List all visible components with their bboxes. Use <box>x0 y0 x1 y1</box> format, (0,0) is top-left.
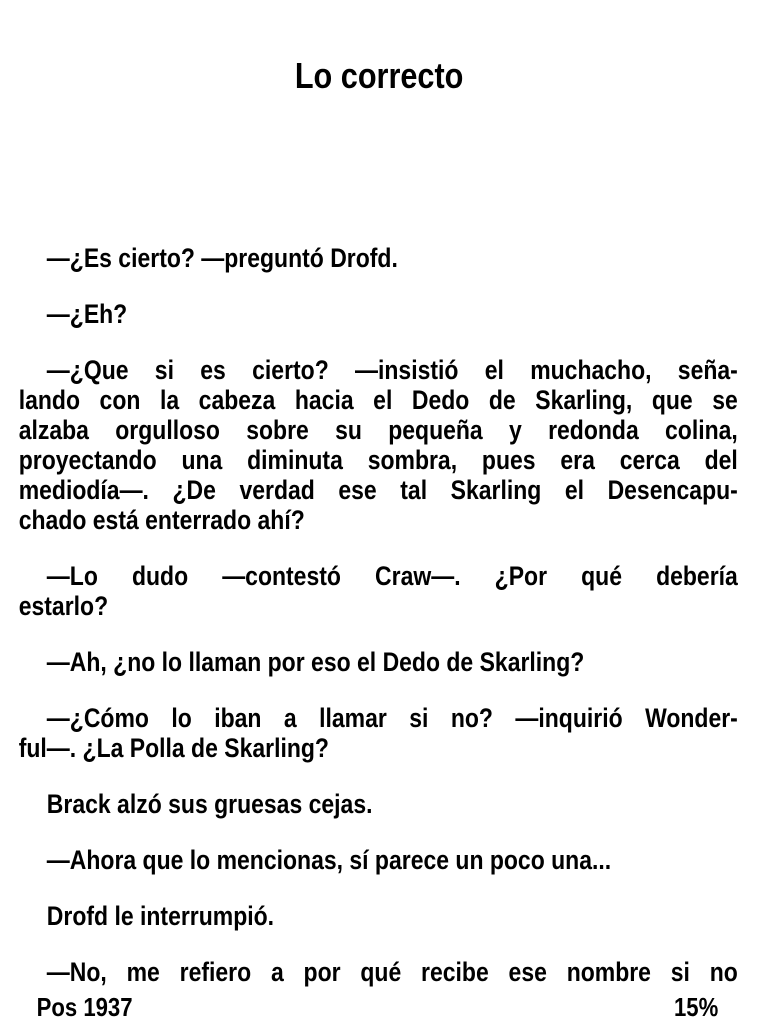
text-line: Drofd le interrumpió. <box>46 901 275 931</box>
paragraph <box>19 355 738 535</box>
paragraph <box>19 957 738 987</box>
text-line: —¿Que si es cierto? —insistió el muchacho, seña- <box>46 355 738 385</box>
chapter-title: Lo correcto <box>294 55 464 96</box>
text-line: —No, me refiero a por qué recibe ese nombre si no <box>46 957 738 987</box>
text-line: mediodía—. ¿De verdad ese tal Skarling el Desencapu- <box>18 475 738 505</box>
page-text <box>19 243 738 1013</box>
paragraph <box>19 299 738 329</box>
text-line: chado está enterrado ahí? <box>18 505 305 535</box>
paragraph <box>19 901 738 931</box>
text-line: estarlo? <box>18 591 109 621</box>
text-line: —Ahora que lo mencionas, sí parece un poco una... <box>46 845 612 875</box>
reading-position-label: Pos 1937 <box>36 992 133 1022</box>
text-line: proyectando una diminuta sombra, pues era cerca del <box>18 445 738 475</box>
reader-footer <box>0 992 758 1022</box>
text-line: —Lo dudo —contestó Craw—. ¿Por qué debería <box>46 561 738 591</box>
text-line: ful—. ¿La Polla de Skarling? <box>18 733 329 763</box>
paragraph <box>19 845 738 875</box>
text-line: —Ah, ¿no lo llaman por eso el Dedo de Skarling? <box>46 647 585 677</box>
text-line: —¿Eh? <box>46 299 128 329</box>
text-line: lando con la cabeza hacia el Dedo de Skarling, que se <box>18 385 738 415</box>
paragraph <box>19 647 738 677</box>
text-line: —¿Cómo lo iban a llamar si no? —inquirió Wonder- <box>46 703 738 733</box>
paragraph <box>19 243 738 273</box>
progress-percent-label: 15% <box>673 992 719 1022</box>
text-line: alzaba orgulloso sobre su pequeña y redonda colina, <box>18 415 738 445</box>
paragraph <box>19 703 738 763</box>
text-line: —¿Es cierto? —preguntó Drofd. <box>46 243 398 273</box>
paragraph <box>19 561 738 621</box>
text-line: Brack alzó sus gruesas cejas. <box>46 789 373 819</box>
paragraph <box>19 789 738 819</box>
